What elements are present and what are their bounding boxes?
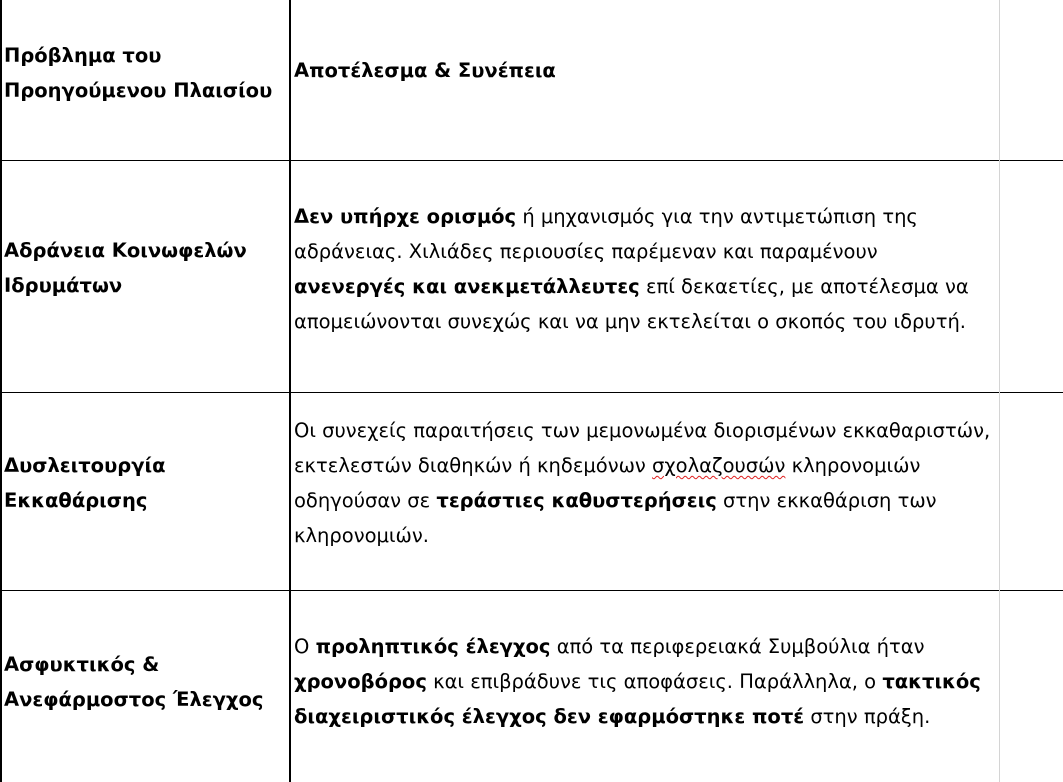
bold-text-run: Δεν υπήρχε ορισμός	[294, 205, 517, 228]
problem-cell[interactable]	[4, 647, 284, 717]
text-run: ή μηχανισμός για την αντιμετώπιση της	[516, 205, 918, 228]
text-run: και επιβράδυνε τις αποφάσεις. Παράλληλα, ο	[426, 670, 883, 693]
table-header-row	[0, 0, 1063, 161]
problem-title-line: Εκκαθάρισης	[4, 489, 148, 512]
bold-text-run: τακτικός	[882, 670, 981, 693]
text-run: κληρονομιών.	[294, 524, 429, 547]
text-run: εκτελεστών διαθηκών ή κηδεμόνων	[294, 454, 653, 477]
bold-text-run: διαχειριστικός έλεγχος δεν εφαρμόστηκε ποτέ	[294, 705, 805, 728]
result-text-line	[294, 269, 1063, 304]
result-text-line	[294, 664, 1063, 699]
result-text-line	[294, 234, 1063, 269]
header-problem-line: Προηγούμενου Πλαισίου	[4, 79, 273, 102]
result-text-line	[294, 448, 1063, 483]
text-run: οδηγούσαν σε	[294, 489, 437, 512]
text-run: Οι συνεχείς παραιτήσεις των μεμονωμένα διορισμένων εκκαθαριστών,	[294, 419, 991, 442]
result-text-line	[294, 699, 1063, 734]
result-text-line	[294, 304, 1063, 339]
text-run: στην πράξη.	[804, 705, 931, 728]
header-problem-line: Πρόβλημα του	[4, 44, 162, 67]
bold-text-run: χρονοβόρος	[294, 670, 427, 693]
spellcheck-flagged-word: σχολαζουσών	[652, 454, 786, 477]
bold-text-run: τεράστιες καθυστερήσεις	[436, 489, 717, 512]
table-row	[0, 393, 1063, 591]
column-divider[interactable]	[289, 0, 291, 782]
problem-title-line: Ασφυκτικός &	[4, 653, 160, 676]
problem-title-line: Ανεφάρμοστος Έλεγχος	[4, 688, 264, 711]
problem-title-line: Δυσλειτουργία	[4, 454, 166, 477]
header-result-cell[interactable]	[294, 53, 1063, 88]
problem-title-line: Αδράνεια Κοινωφελών	[4, 239, 247, 262]
header-result-text: Αποτέλεσμα & Συνέπεια	[294, 59, 556, 82]
bold-text-run: ανενεργές και ανεκμετάλλευτες	[294, 275, 640, 298]
result-text-line	[294, 483, 1063, 518]
gridline	[999, 0, 1000, 782]
result-text-line	[294, 629, 1063, 664]
text-run: επί δεκαετίες, με αποτέλεσμα να	[639, 275, 969, 298]
result-cell[interactable]	[294, 413, 1063, 553]
header-problem-cell[interactable]	[4, 38, 284, 108]
text-run: αδράνειας. Χιλιάδες περιουσίες παρέμεναν και παραμένουν	[294, 240, 878, 263]
table-row	[0, 591, 1063, 782]
problem-title-line: Ιδρυμάτων	[4, 274, 123, 297]
result-text-line	[294, 413, 1063, 448]
result-cell[interactable]	[294, 629, 1063, 734]
text-run: απομειώνονται συνεχώς και να μην εκτελείται ο σκοπός του ιδρυτή.	[294, 310, 967, 333]
table-row	[0, 161, 1063, 393]
problem-cell[interactable]	[4, 233, 284, 303]
text-run: Ο	[294, 635, 316, 658]
left-border	[0, 0, 2, 782]
bold-text-run: προληπτικός έλεγχος	[315, 635, 551, 658]
text-run: από τα περιφερειακά Συμβούλια ήταν	[550, 635, 925, 658]
text-run: στην εκκαθάριση των	[716, 489, 937, 512]
result-text-line	[294, 518, 1063, 553]
result-cell[interactable]	[294, 199, 1063, 339]
problem-cell[interactable]	[4, 448, 284, 518]
result-text-line	[294, 199, 1063, 234]
text-run: κληρονομιών	[785, 454, 921, 477]
